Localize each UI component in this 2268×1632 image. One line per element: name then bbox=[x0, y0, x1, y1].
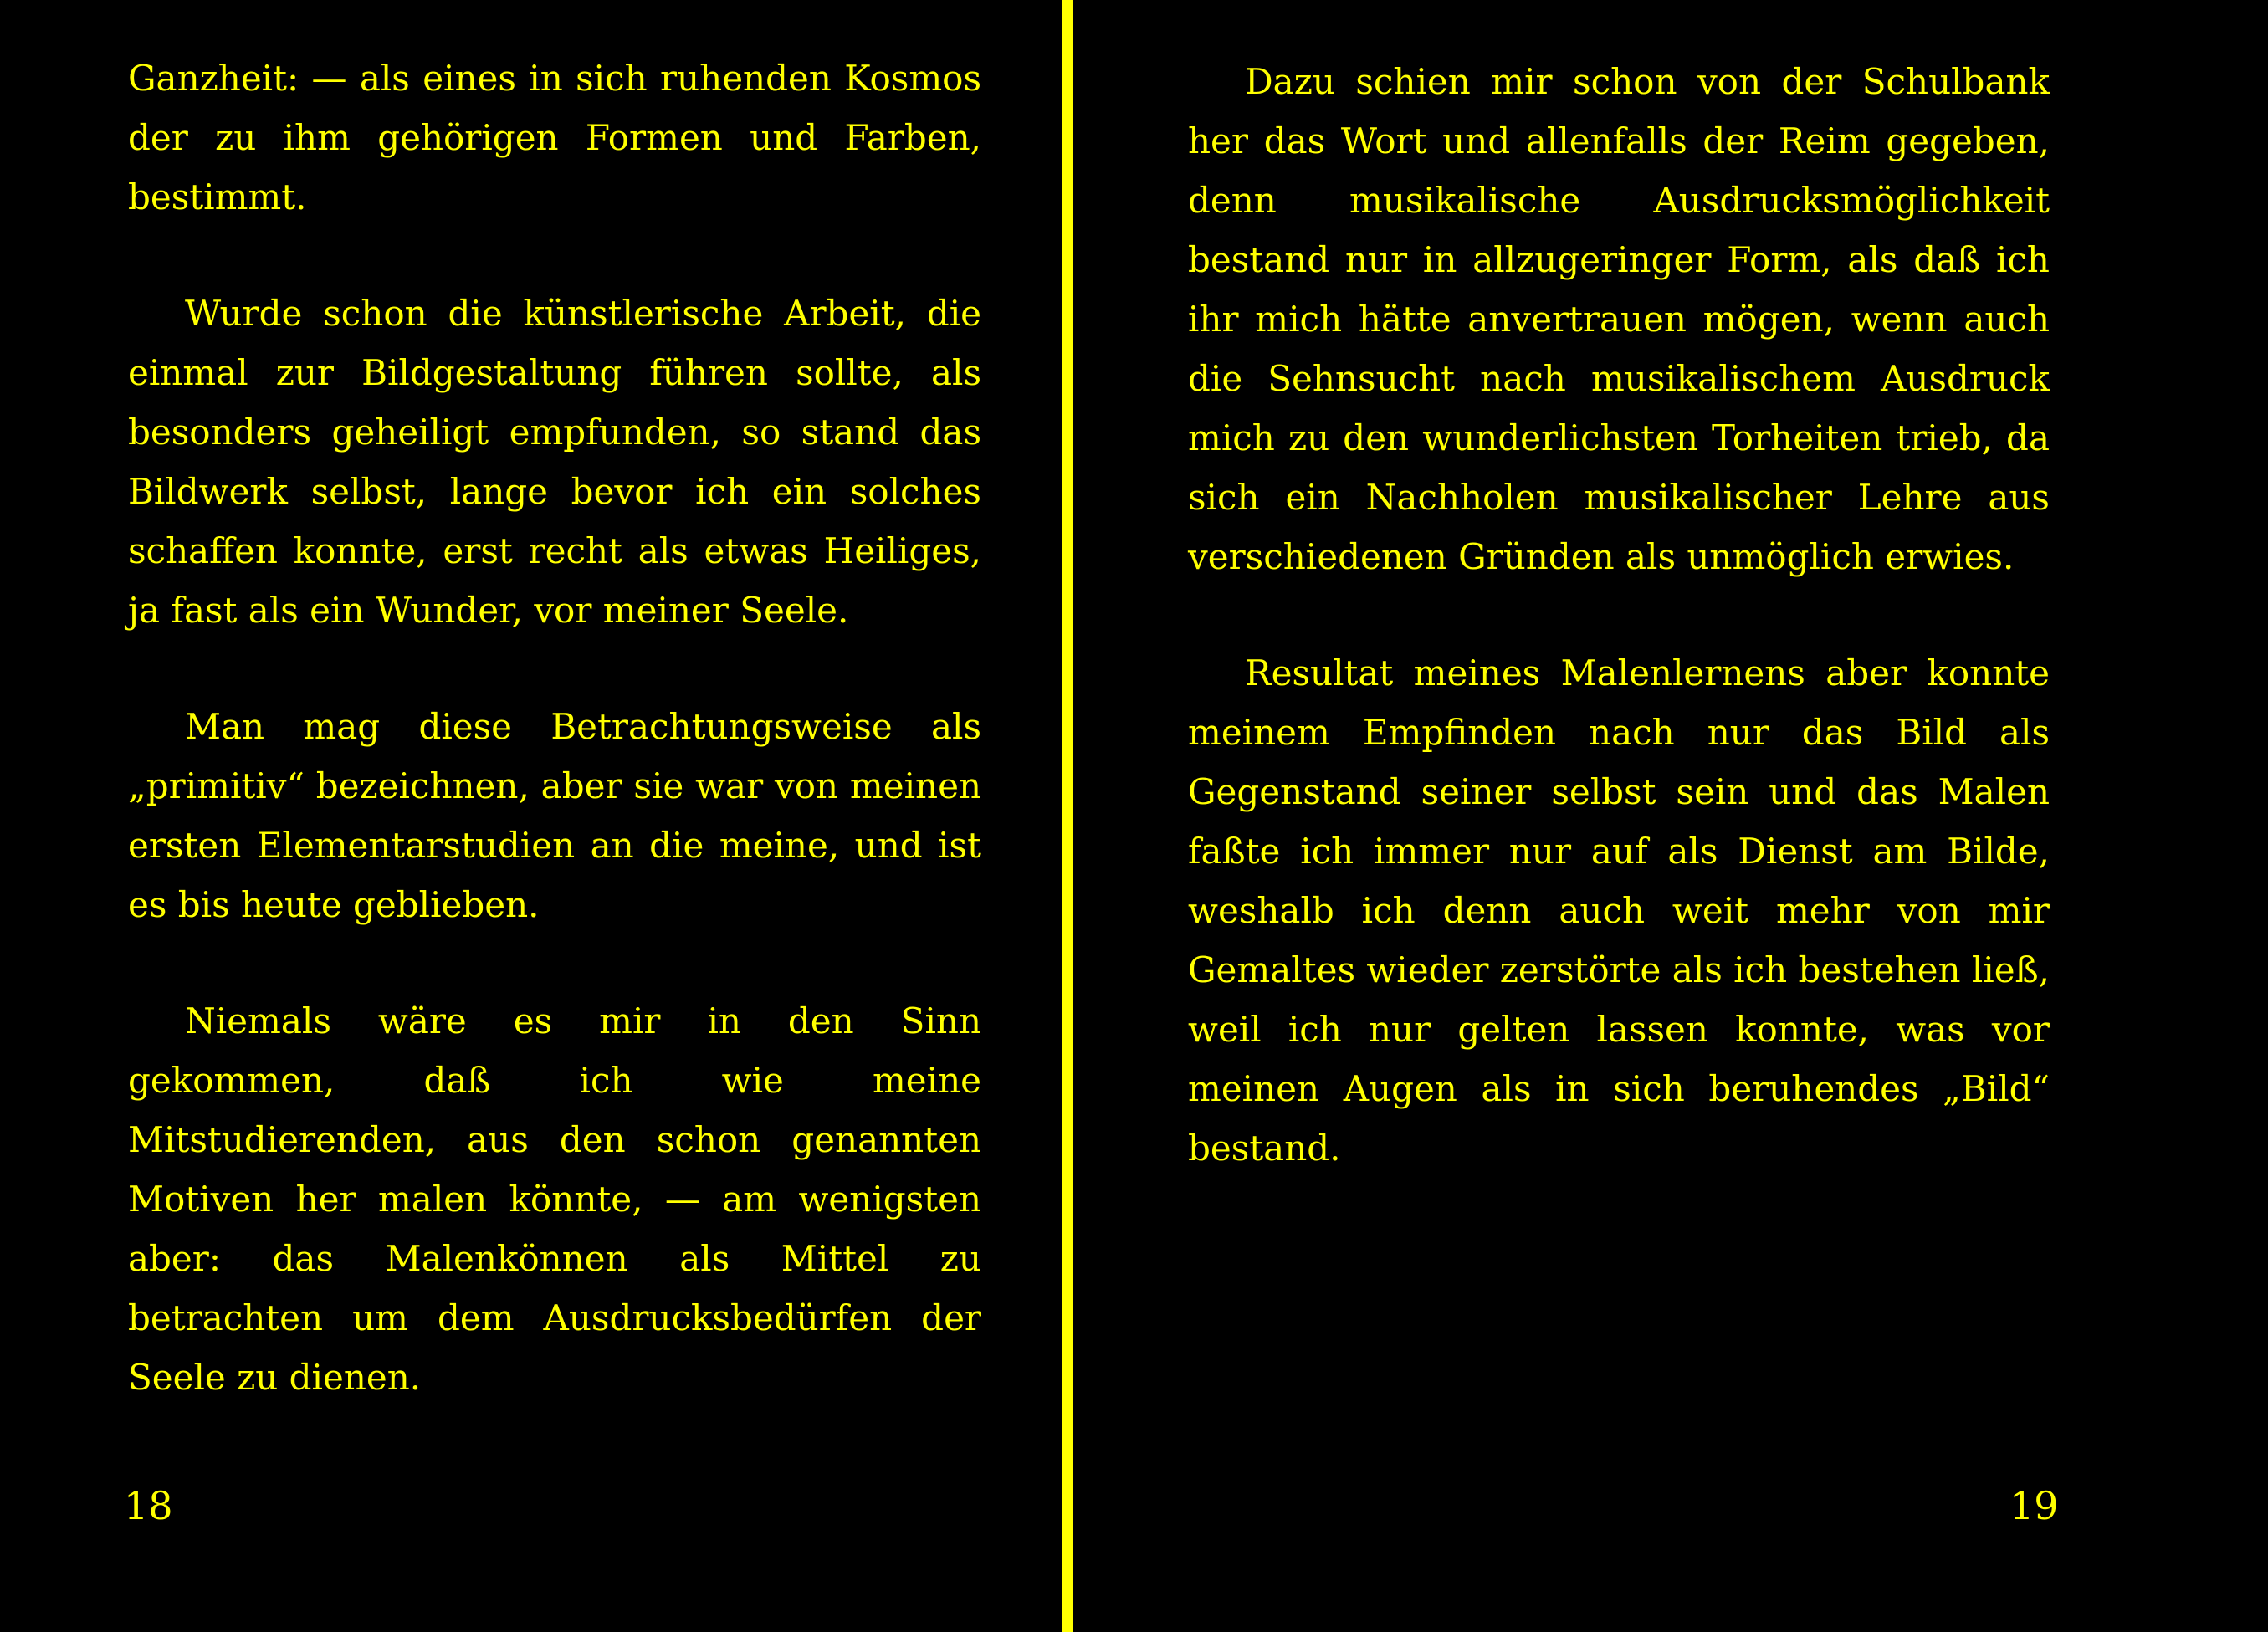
paragraph bbox=[128, 697, 981, 934]
left-page bbox=[0, 0, 1062, 1632]
paragraph-text: Wurde schon die künstlerische Arbeit, die einmal zur Bildgestaltung führen sollte, als besonders geheiligt empfunden, so stand das Bildwerk selbst, lange bevor ich ein solches schaffen konnte, erst recht als etwas Heiliges, ja fast als ein Wunder, vor meiner Seele. bbox=[128, 293, 981, 631]
paragraph-text: Resultat meines Malenlernens aber konnte meinem Empfinden nach nur das Bild als Gegenstand seiner selbst sein und das Malen faßte ich immer nur auf als Dienst am Bilde, weshalb ich denn auch weit mehr von mir Gemaltes wieder zerstörte als ich bestehen ließ, weil ich nur gelten lassen konnte, was vor meinen Augen als in sich beruhendes „Bild“ bestand. bbox=[1188, 652, 2050, 1169]
page-number: 19 bbox=[2009, 1483, 2059, 1528]
paragraph bbox=[1188, 643, 2050, 1178]
paragraph bbox=[1188, 52, 2050, 586]
paragraph: Ganzheit: — als eines in sich ruhenden Kosmos der zu ihm gehörigen Formen und Farben, bestimmt. bbox=[128, 58, 981, 217]
right-page bbox=[1089, 0, 2268, 1632]
paragraph bbox=[128, 284, 981, 640]
paragraph-text: Niemals wäre es mir in den Sinn gekommen, daß ich wie meine Mitstudierenden, aus den schon genannten Motiven her malen könnte, — am wenigsten aber: das Malenkönnen als Mittel zu betrachten um dem Ausdrucksbedürfen der Seele zu dienen. bbox=[128, 1000, 981, 1398]
right-page-text bbox=[1188, 52, 2050, 1178]
paragraph-text: Man mag diese Betrachtungsweise als „primitiv“ bezeichnen, aber sie war von meinen ersten Elementarstudien an die meine, und ist es bis heute geblieben. bbox=[128, 706, 981, 925]
paragraph bbox=[128, 991, 981, 1407]
paragraph-text: Dazu schien mir schon von der Schulbank her das Wort und allenfalls der Reim gegeben, denn musikalische Ausdrucksmöglichkeit bestand nur in allzugeringer Form, als daß ich ihr mich hätte anvertrauen mögen, wenn auch die Sehnsucht nach musikalischem Ausdruck mich zu den wunderlichsten Torheiten trieb, da sich ein Nachholen musikalischer Lehre aus verschiedenen Gründen als unmöglich erwies. bbox=[1188, 61, 2050, 577]
book-gutter bbox=[1062, 0, 1089, 1632]
gutter-line bbox=[1062, 0, 1073, 1632]
page-number: 18 bbox=[124, 1483, 173, 1528]
left-page-text bbox=[128, 49, 981, 1407]
